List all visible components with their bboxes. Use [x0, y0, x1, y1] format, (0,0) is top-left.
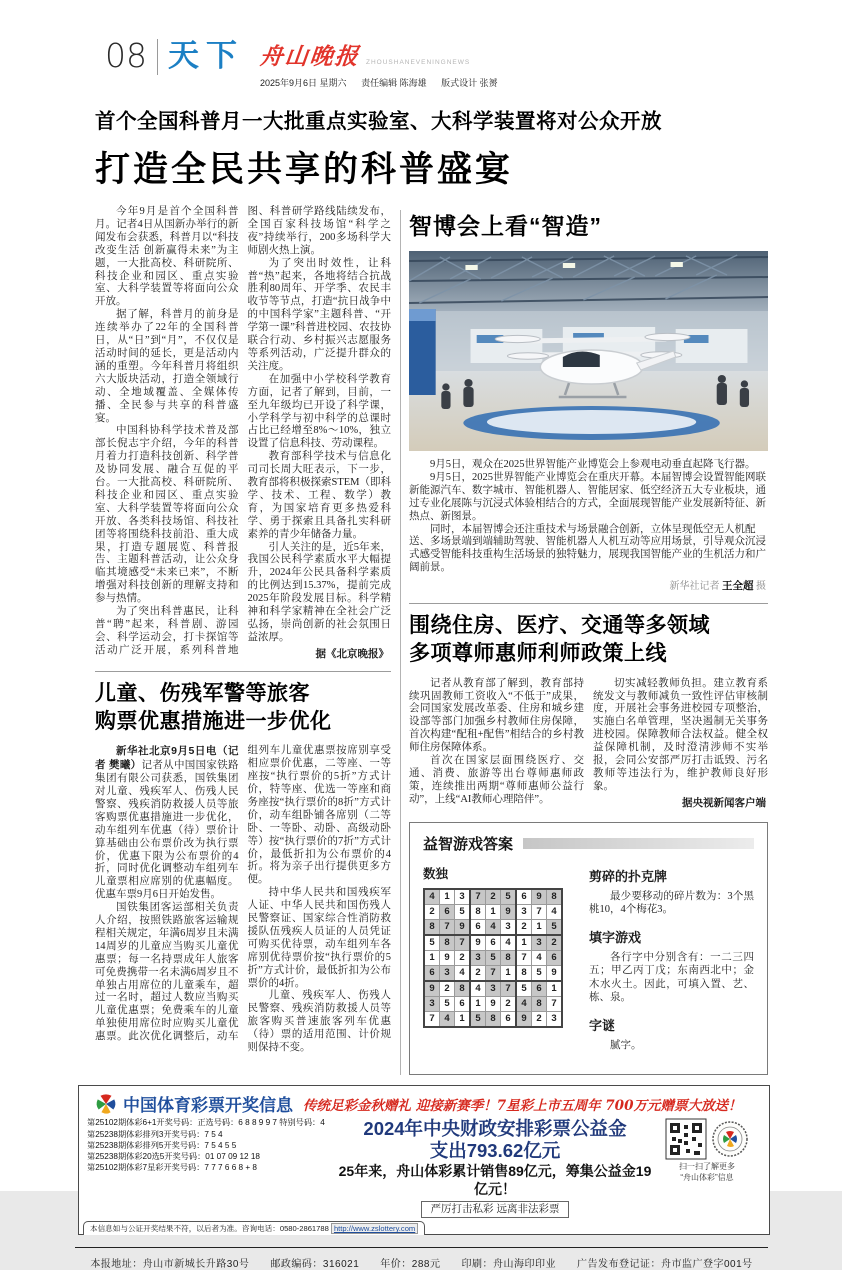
sudoku-cell: 4: [486, 919, 501, 935]
sudoku-cell: 6: [486, 935, 501, 951]
sudoku-cell: 2: [532, 1011, 547, 1027]
rail-title-line1: 儿童、伤残军警等旅客: [95, 681, 310, 705]
sudoku-cell: 5: [470, 1011, 486, 1027]
rail-paragraph: 持中华人民共和国残疾军人证、中华人民共和国伤残人民警察证、国家综合性消防救援队伍残疾人员证的人员凭证可购买优待票，动车组列车各席别优待票价按“执行票价的5折”方式计价，最低折扣为公布票价的4折。: [247, 887, 391, 989]
lead-paragraph: 为了突出科普惠民，让科普“聘”起来，科普剧、游园会、科学运动会，打卡探馆等活动广泛开展，系列科普地图、科普研学路线陆续发布，全国百家科技场馆“科学之夜”持续举行，200多场科学大师剧火热上演。: [95, 206, 391, 656]
rail-article-body: [95, 745, 391, 1055]
masthead-divider: [157, 39, 158, 75]
sudoku-cell: 4: [501, 935, 517, 951]
sudoku-cell: 4: [440, 1011, 455, 1027]
lottery-result-line: 第25238期体彩排列3开奖号码：7 5 4: [87, 1129, 223, 1139]
lead-title: 打造全民共享的科普盛宴: [95, 150, 514, 189]
section-title: 天下: [168, 38, 244, 73]
games-text-column: [589, 864, 754, 1063]
sudoku-cell: 8: [424, 919, 440, 935]
lottery-result-line: 第25238期体彩20选5开奖号码：01 07 09 12 18: [87, 1152, 260, 1162]
lottery-website-link[interactable]: http://www.zslottery.com: [331, 1223, 418, 1234]
sudoku-section: [423, 864, 573, 1063]
rail-dateline: 新华社北京9月5日电（记者 樊曦）: [95, 745, 239, 772]
lead-article-body: [95, 206, 391, 661]
games-box-header: [423, 833, 754, 854]
sudoku-cell: 7: [501, 981, 517, 997]
teacher-title-line2: 多项尊师惠师利师政策上线: [409, 641, 667, 665]
sudoku-cell: 2: [547, 935, 563, 951]
lead-source: 据《北京晚报》: [315, 647, 389, 660]
sudoku-cell: 5: [486, 950, 501, 965]
sudoku-cell: 5: [424, 935, 440, 951]
lottery-fund-block: [337, 1117, 653, 1218]
expo-caption-paragraph: 9月5日，2025世界智能产业博览会在重庆开幕。本届智博会设置智能网联新能源汽车、数字城市、智能机器人、智能居家、低空经济五大专业板块，通过专业化展陈与沉浸式体验相结合的方式，全面展现智能产业发展新特征、新热点、新图景。: [409, 471, 766, 522]
lead-paragraph: 今年9月是首个全国科普月。记者4日从国新办举行的新闻发布会获悉，科普月以“科技改变生活 创新赢得未来”为主题，一大批高校、科研院所、科技企业和园区、重点实验室、大科学装置等将面向公众开放。: [95, 206, 239, 308]
sudoku-cell: 5: [501, 889, 517, 905]
rail-article-title: [95, 680, 391, 735]
qr-caption-line2: “舟山体彩”信息: [680, 1172, 734, 1182]
sudoku-cell: 2: [516, 919, 532, 935]
page-footer: [75, 1247, 768, 1270]
sudoku-cell: 3: [516, 904, 532, 919]
sudoku-cell: 1: [547, 981, 563, 997]
sudoku-cell: 2: [424, 904, 440, 919]
teacher-paragraph: 首次在国家层面围绕医疗、交通、消费、旅游等出台尊师惠师政策，连续推出两期“尊师惠师公益行动”，上线“AI教师心理陪伴”。: [409, 755, 584, 805]
sudoku-cell: 1: [532, 919, 547, 935]
masthead-right: [260, 36, 510, 89]
sudoku-cell: 3: [501, 919, 517, 935]
expo-title: 智博会上看“智造”: [409, 213, 602, 239]
sudoku-cell: 1: [424, 950, 440, 965]
expo-caption-paragraph: 同时，本届智博会还注重技术与场景融合创新，立体呈现低空无人机配送、多场景端到端辅助驾驶、智能机器人人机互动等应用场景，引导观众沉浸式感受智能科技重构生活场景的独特魅力，展现我国智能产业的生机活力和广阔前景。: [409, 523, 766, 574]
sudoku-cell: 5: [532, 965, 547, 981]
sudoku-cell: 3: [547, 1011, 563, 1027]
column-divider: [400, 210, 401, 1075]
expo-caption-paragraph: 9月5日，观众在2025世界智能产业博览会上参观电动垂直起降飞行器。: [430, 459, 756, 470]
games-box-title: 益智游戏答案: [423, 835, 514, 853]
sudoku-cell: 4: [424, 889, 440, 905]
teacher-article-title: [409, 612, 768, 667]
riddle-answer-title: 字谜: [589, 1017, 616, 1033]
sudoku-cell: 8: [547, 889, 563, 905]
teacher-paragraph: 切实减轻教师负担。建立教育系统发文与教师减负一致性评估审核制度，开展社会事务进校园专项整治，实施白名单管理，坚决遏制无关事务进校园。保障教师合法权益。健全权益保障机制，及时澄清涉师不实举报，会同公安部严厉打击诋毁、污名教师等违法行为，维护教师良好形象。: [593, 677, 768, 792]
sudoku-cell: 8: [516, 965, 532, 981]
right-section-divider: [409, 603, 768, 604]
sports-lottery-logo-icon: [95, 1093, 117, 1115]
sudoku-cell: 6: [440, 904, 455, 919]
credit-name: 王全超: [722, 580, 754, 593]
sudoku-cell: 7: [532, 904, 547, 919]
teacher-source: 据央视新闻客户端: [682, 796, 766, 809]
poker-answer-title: 剪碎的扑克牌: [589, 868, 668, 884]
sudoku-cell: 5: [455, 904, 471, 919]
fund-line3: 25年来，舟山体彩累计销售89亿元，筹集公益金19亿元！: [338, 1163, 652, 1198]
sudoku-cell: 9: [547, 965, 563, 981]
lead-paragraph: 中国科协科学技术普及部部长倪志宇介绍，今年的科普月着力打造科技创新、科学普及协同发展、融合互促的平台。一大批高校、科研院所、科技企业和园区、重点实验室、大科学装置等将面向公众开放、各类科技场馆、科技社团等将围绕科技前沿、重大成果，打造专题展览、科普报告、主题科普活动，让公众身临其境感受“未来已来”，不断增强对科技创新的理解支持和参与热情。: [95, 425, 239, 605]
lottery-promo: 传统足彩金秋赠礼 迎接新赛季！7星彩上市五周年 700万元赠票大放送！: [303, 1097, 742, 1114]
sudoku-cell: 8: [440, 935, 455, 951]
anti-illegal-lottery-warning: 严厉打击私彩 远离非法彩票: [421, 1201, 570, 1218]
sudoku-cell: 9: [470, 935, 486, 951]
qr-code-icon: [666, 1119, 706, 1159]
riddle-answer-text: 腻字。: [610, 1039, 642, 1051]
qr-caption-line1: 扫一扫了解更多: [679, 1162, 735, 1172]
sudoku-cell: 8: [486, 1011, 501, 1027]
rail-paragraph: 儿童、残疾军人、伤残人民警察、残疾消防救援人员等旅客购买普速旅客列车优惠（待）票的适用范围、计价规则保持不变。: [247, 990, 391, 1054]
teacher-article-body: [409, 678, 768, 810]
sudoku-cell: 8: [532, 996, 547, 1011]
sudoku-cell: 6: [516, 889, 532, 905]
sudoku-cell: 9: [440, 950, 455, 965]
lottery-result-line: 第25102期体彩7星彩开奖号码：7 7 7 6 6 8 + 8: [87, 1163, 257, 1173]
dateline-row: [260, 76, 510, 89]
right-region: [409, 206, 768, 1075]
sudoku-cell: 4: [455, 965, 471, 981]
sudoku-cell: 2: [501, 996, 517, 1011]
lead-kicker: 首个全国科普月一大批重点实验室、大科学装置将对公众开放: [95, 110, 662, 133]
credit-prefix: 新华社记者: [669, 581, 720, 593]
sudoku-cell: 4: [532, 950, 547, 965]
sudoku-cell: 9: [516, 1011, 532, 1027]
sudoku-cell: 2: [470, 965, 486, 981]
rail-paragraph-text: 记者从中国国家铁路集团有限公司获悉，国铁集团对儿童、残疾军人、伤残人民警察、残疾消防救援人员等旅客购票优惠措施进一步优化，动车组列车优惠（待）票价计算基础由公布票价改为执行票价，优惠下限为公布票价的4折，同时优化调整动车组列车儿童票相应席别的优惠幅度。优惠车票9月6日开始发售。: [95, 760, 239, 901]
sudoku-cell: 1: [501, 965, 517, 981]
sudoku-cell: 7: [440, 919, 455, 935]
zhoushan-lottery-seal-icon: [711, 1120, 749, 1158]
fund-line2: 支出793.62亿元: [429, 1140, 561, 1162]
qr-caption: [679, 1162, 735, 1183]
sudoku-label: 数独: [423, 866, 449, 881]
left-region: [95, 206, 391, 1075]
sudoku-cell: 3: [424, 996, 440, 1011]
editor-credit: 责任编辑 陈海雄: [361, 78, 427, 88]
sudoku-cell: 9: [455, 919, 471, 935]
date-text: 2025年9月6日 星期六: [260, 78, 347, 88]
left-section-divider: [95, 671, 391, 672]
sudoku-cell: 4: [547, 904, 563, 919]
sudoku-cell: 8: [455, 981, 471, 997]
sudoku-cell: 7: [424, 1011, 440, 1027]
rail-title-line2: 购票优惠措施进一步优化: [95, 709, 332, 733]
lottery-qr-block: [653, 1117, 761, 1218]
sudoku-cell: 3: [455, 889, 471, 905]
sudoku-cell: 6: [455, 996, 471, 1011]
sudoku-cell: 1: [440, 889, 455, 905]
sudoku-cell: 8: [501, 950, 517, 965]
expo-photo-credit: [409, 577, 768, 593]
sudoku-cell: 2: [455, 950, 471, 965]
sudoku-cell: 9: [532, 889, 547, 905]
sudoku-cell: 2: [486, 889, 501, 905]
paper-name-en: ZHOUSHANEVENINGNEWS: [366, 59, 471, 66]
sudoku-cell: 7: [470, 889, 486, 905]
lead-paragraph: 引人关注的是，近5年来，我国公民科学素质水平大幅提升，2024年公民具备科学素质的比例达到15.37%，提前完成2025年阶段发展目标。科学精神和科学家精神在全社会广泛弘扬，崇尚创新的社会氛围日益浓厚。: [247, 541, 391, 643]
expo-photo: [409, 251, 768, 451]
footer-text: 本报地址：舟山市新城长升路30号 邮政编码：316021 年价：288元 印刷：舟山海印印业 广告发布登记证：舟市监广登字001号: [90, 1259, 753, 1270]
sudoku-cell: 3: [470, 950, 486, 965]
sudoku-cell: 5: [440, 996, 455, 1011]
games-title-bar: [523, 838, 754, 849]
sudoku-grid: [423, 888, 563, 1028]
lottery-result-line: 第25238期体彩排列5开奖号码：7 5 4 5 5: [87, 1140, 237, 1150]
poker-answer-text: 最少要移动的碎片数为：3个黑桃10，4个梅花3。: [589, 890, 754, 916]
expo-photo-illustration: [409, 251, 768, 451]
sudoku-cell: 3: [440, 965, 455, 981]
content-grid: [95, 206, 768, 1075]
crossword-answer-text: 各行字中分别含有：一二三四五；甲乙丙丁戊；东南西北中；金木水火土。因此，可填入置、艺、栋、泉。: [589, 951, 754, 1004]
lottery-title: 中国体育彩票开奖信息: [123, 1096, 293, 1116]
sudoku-cell: 7: [486, 965, 501, 981]
fund-line1: 2024年中央财政安排彩票公益金: [363, 1118, 627, 1140]
lottery-disclaimer: [83, 1221, 425, 1235]
paper-logo: 舟山晚报: [258, 43, 362, 70]
lead-paragraph: 据了解，科普月的前身是连续举办了22年的全国科普日，从“日”到“月”，不仅仅是活动时间的延长，更是活动内涵的重塑。今年科普月将组织六大版块活动，打造全领域行动、全地域覆盖、全媒体传播、全民参与共享的科普盛宴。: [95, 309, 239, 424]
sudoku-cell: 6: [424, 965, 440, 981]
games-box-body: [423, 864, 754, 1063]
lottery-header: [95, 1091, 761, 1116]
sudoku-cell: 9: [486, 996, 501, 1011]
lead-paragraph: 教育部科学技术与信息化司司长周大旺表示，下一步，教育部将积极探索STEM（即科学、技术、工程、数学）教育，为国家培育更多热爱科学、勇于探索且具备扎实科研素养的青少年储备力量。: [247, 451, 392, 540]
sudoku-cell: 3: [532, 935, 547, 951]
sudoku-cell: 4: [516, 996, 532, 1011]
sudoku-cell: 5: [547, 919, 563, 935]
sudoku-cell: 3: [486, 981, 501, 997]
lottery-content: [87, 1117, 761, 1218]
rail-paragraph: 国铁集团客运部相关负责人介绍，按照铁路旅客运输规程相关规定，年满6周岁且未满14周岁的儿童应当购买儿童优惠票；每一名持票成年人旅客可免费携带一名未满6周岁且不单独占用席位的儿童乘车，超过一名时，超过人数应当购买儿童优惠票；免费乘车的儿童单独使用席位时应购买儿童优惠票。此次优化调整后，动车组列车儿童优惠票按席别享受相应票价优惠，二等座、一等座按“执行票价的5折”方式计价，特等座、优选一等座和商务座按“执行票价的8折”方式计价，动车组卧铺各席别（二等卧、一等卧、动卧、高级动卧等）按“执行票价的7折”方式计价，最低折扣为公布票价的4折。将为亲子出行提供更多方便。: [95, 745, 391, 1043]
sudoku-cell: 1: [455, 1011, 471, 1027]
sudoku-cell: 8: [470, 904, 486, 919]
rail-paragraph: [95, 745, 239, 902]
lottery-banner: [78, 1085, 770, 1235]
sudoku-cell: 2: [440, 981, 455, 997]
sudoku-cell: 6: [532, 981, 547, 997]
teacher-title-line1: 围绕住房、医疗、交通等多领域: [409, 614, 710, 638]
lead-paragraph: 在加强中小学校科学教育方面，记者了解到，目前，一至九年级均已开设了科学课，小学科学与初中科学的总课时占比已经增至8%～10%，独立设置了信息科技、劳动课程。: [247, 373, 391, 450]
design-credit: 版式设计 张赟: [441, 78, 498, 88]
sudoku-cell: 4: [470, 981, 486, 997]
sudoku-cell: 9: [501, 904, 517, 919]
lottery-disclaimer-text: 本信息如与公证开奖结果不符，以后者为准。咨询电话：0580-2861788: [90, 1224, 329, 1234]
sudoku-cell: 5: [516, 981, 532, 997]
sudoku-cell: 6: [547, 950, 563, 965]
sudoku-cell: 7: [455, 935, 471, 951]
sudoku-cell: 6: [470, 919, 486, 935]
sudoku-cell: 1: [516, 935, 532, 951]
games-answers-box: [409, 822, 768, 1076]
sudoku-cell: 7: [516, 950, 532, 965]
sudoku-cell: 9: [424, 981, 440, 997]
credit-suffix: 摄: [756, 581, 766, 593]
lead-paragraph: 为了突出时效性，让科普“热”起来，各地将结合抗战胜利80周年、开学季、农民丰收节等节点，打造“抗日战争中的中国科学家”主题科普、“开学第一课”科普进校园、农技协联合行动、乡村振兴志愿服务等系列活动，广泛提升群众的关注度。: [247, 257, 391, 372]
sudoku-cell: 7: [547, 996, 563, 1011]
lottery-results: [87, 1117, 337, 1218]
lead-headline-block: [95, 104, 768, 192]
page-number: 08: [105, 36, 147, 75]
crossword-answer-title: 填字游戏: [589, 929, 642, 945]
teacher-paragraph: 记者从教育部了解到，教育部持续巩固教师工资收入“不低于”成果，会同国家发展改革委、住房和城乡建设部等部门加强乡村教师住房保障，首次构建“配租+配售”相结合的乡村教师住房保障体系。: [409, 677, 584, 754]
lottery-result-line: 第25102期体彩6+1开奖号码：正选号码：6 8 8 9 9 7 特别号码：4: [87, 1118, 325, 1128]
expo-caption: [409, 459, 768, 593]
sudoku-cell: 1: [470, 996, 486, 1011]
sudoku-cell: 1: [486, 904, 501, 919]
masthead: [105, 36, 768, 92]
sudoku-cell: 6: [501, 1011, 517, 1027]
